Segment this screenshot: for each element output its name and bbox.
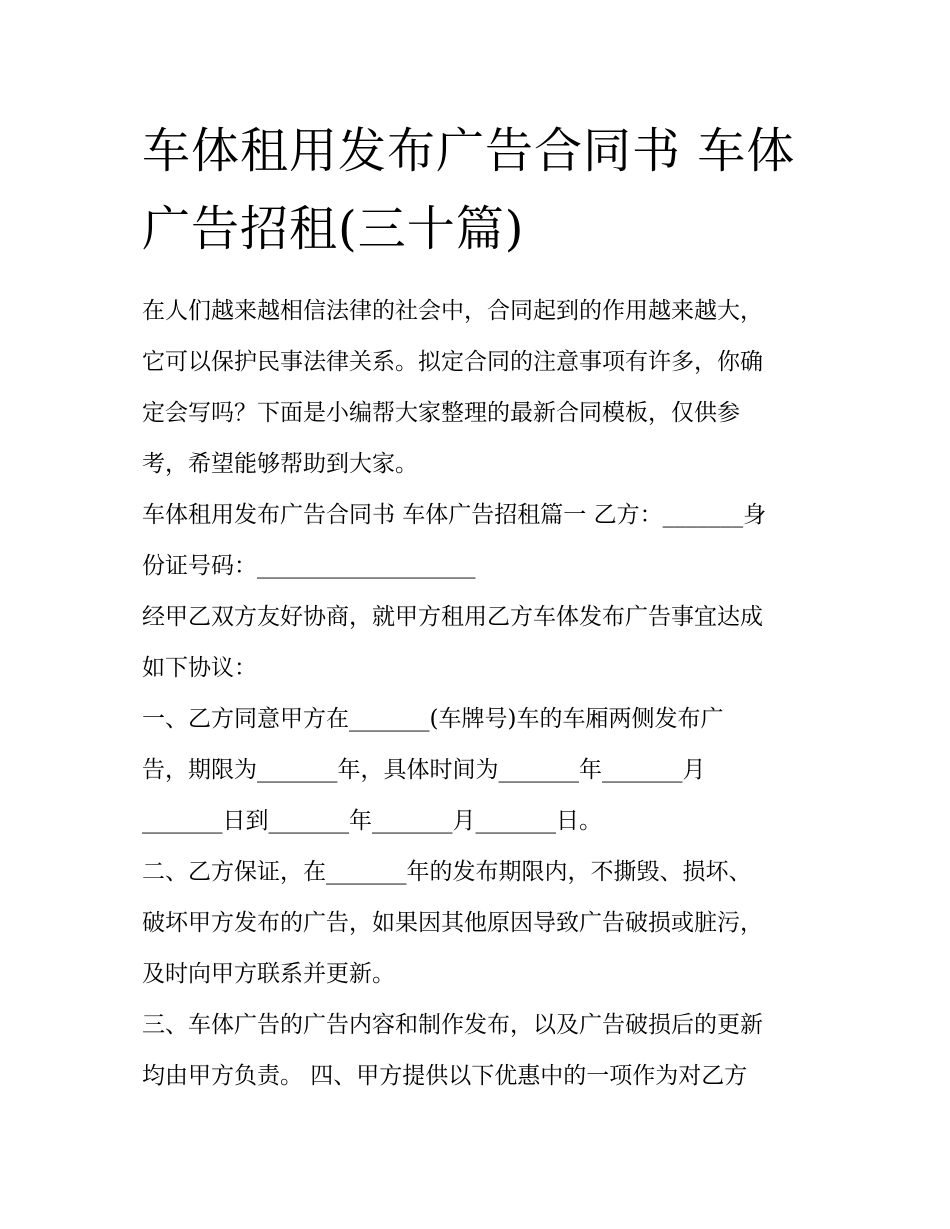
document-body bbox=[142, 286, 822, 1102]
document-page bbox=[142, 112, 822, 1102]
clause-three-paragraph: 三、车体广告的广告内容和制作发布，以及广告破损后的更新 均由甲方负责。 四、甲方提供以下优惠中的一项作为对乙方 bbox=[142, 1012, 763, 1089]
document-title: 车体租用发布广告合同书 车体 广告招租(三十篇) bbox=[142, 123, 796, 257]
agreement-paragraph: 经甲乙双方友好协商，就甲方租用乙方车体发布广告事宜达成 如下协议： bbox=[142, 604, 763, 681]
intro-paragraph: 在人们越来越相信法律的社会中，合同起到的作用越来越大， 它可以保护民事法律关系。拟定合同的注意事项有许多，你确 定会写吗？下面是小编帮大家整理的最新合同模板，仅供参 考，希望能够帮助到大家。 bbox=[142, 298, 763, 477]
clause-one-paragraph: 一、乙方同意甲方在_______(车牌号)车的车厢两侧发布广 告，期限为_______年，具体时间为_______年_______月 _______日到_______年_______月_______日。 bbox=[142, 706, 724, 834]
clause-two-paragraph: 二、乙方保证，在_______年的发布期限内，不撕毁、损坏、 破坏甲方发布的广告，如果因其他原因导致广告破损或脏污， 及时向甲方联系并更新。 bbox=[142, 859, 763, 987]
party-b-paragraph: 车体租用发布广告合同书 车体广告招租篇一 乙方：_______身 份证号码：___________________ bbox=[142, 502, 767, 579]
